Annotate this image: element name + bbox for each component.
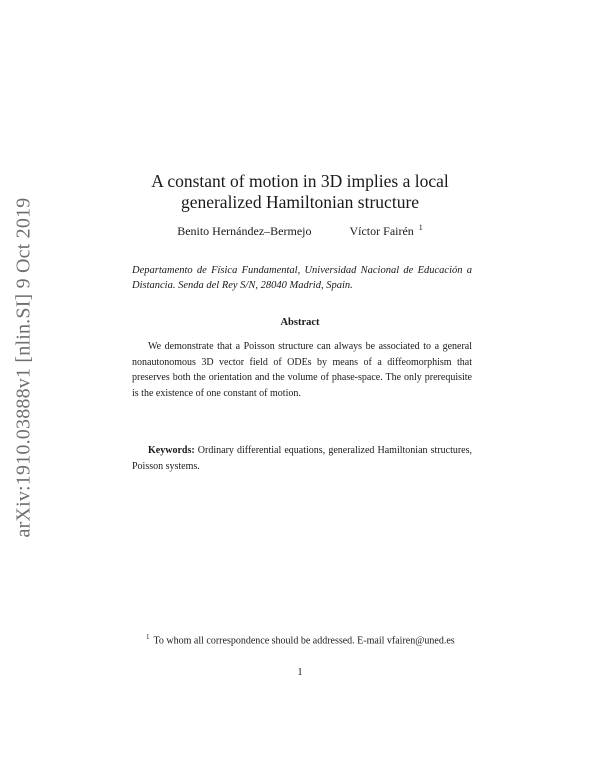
author-2: Víctor Fairén (349, 224, 414, 238)
title-line-2: generalized Hamiltonian structure (180, 192, 420, 212)
author-list (100, 223, 500, 239)
abstract-text: We demonstrate that a Poisson structure can always be associated to a general nonautonomous 3D vector field of ODEs by means of a diffeomorphism that preserves both the orientation and the volume of phase-space. The only prerequisite is the existence of one constant of motion. (132, 341, 472, 399)
arxiv-identifier (2, 195, 46, 540)
footnote-mark: 1 (146, 633, 150, 641)
abstract-heading: Abstract (280, 317, 320, 328)
keywords-text: Ordinary differential equations, generalized Hamiltonian structures, Poisson systems. (132, 445, 473, 472)
keywords (132, 443, 472, 475)
keywords-label: Keywords: (148, 445, 195, 456)
footnote-text: To whom all correspondence should be addressed. E-mail vfairen@uned.es (153, 635, 455, 647)
footnote (146, 633, 506, 646)
author-2-footnote-mark: 1 (418, 223, 423, 232)
author-1: Benito Hernández–Bermejo (177, 224, 312, 238)
paper-title (100, 171, 500, 213)
page-number: 1 (297, 667, 303, 678)
affiliation: Departamento de Física Fundamental, Universidad Nacional de Educación a Distancia. Senda del Rey S/N, 28040 Madrid, Spain. (132, 265, 472, 291)
title-line-1: A constant of motion in 3D implies a local (151, 171, 449, 191)
arxiv-identifier-text: arXiv:1910.03888v1 [nlin.SI] 9 Oct 2019 (12, 197, 35, 538)
